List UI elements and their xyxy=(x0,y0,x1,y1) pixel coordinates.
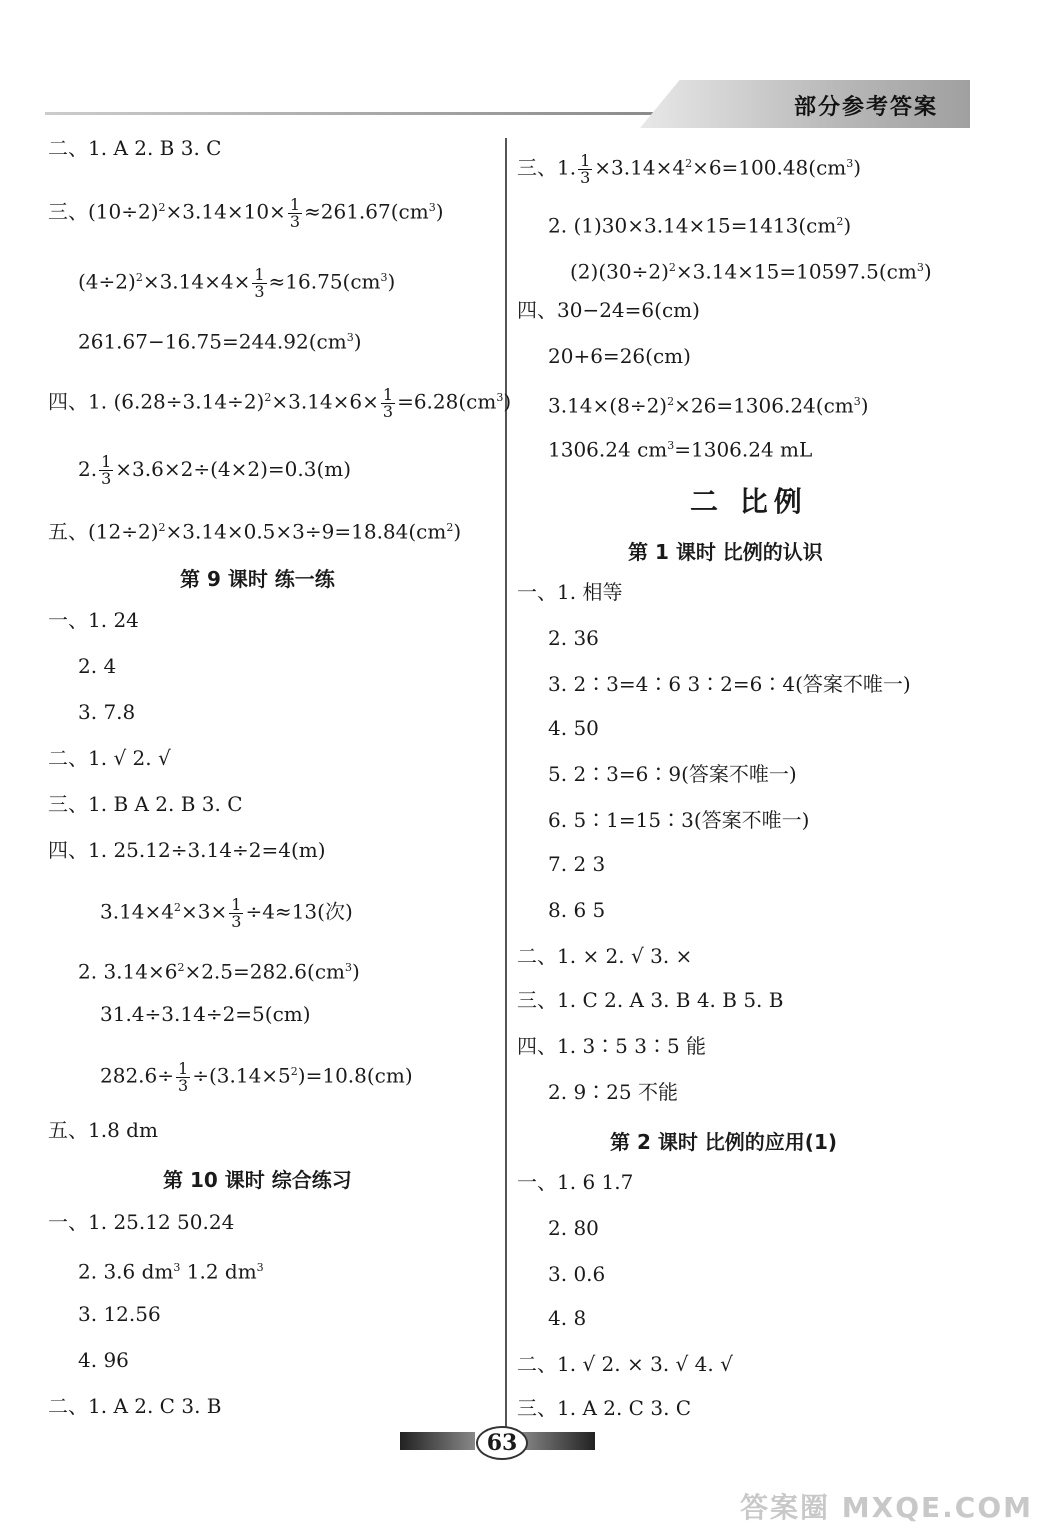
answer-line: 3. 2∶3=4∶6 3∶2=6∶4(答案不唯一) xyxy=(548,672,911,696)
section-heading: 第 9 课时 练一练 xyxy=(180,567,335,591)
answer-line: $3.14\times(8\div 2)^2\times 26=1306.24(cm^3)$ xyxy=(548,393,869,418)
answer-line: 二、1. √ 2. × 3. √ 4. √ xyxy=(517,1352,733,1376)
answer-line: 五、1.8 dm xyxy=(48,1118,158,1142)
answer-line: 3. 12.56 xyxy=(78,1302,161,1326)
answer-line: 2. 4 xyxy=(78,654,117,678)
answer-line: $261.67-16.75=244.92(cm^3)$ xyxy=(78,329,362,354)
section-heading: 第 10 课时 综合练习 xyxy=(163,1168,352,1192)
answer-line: $(2)(30\div 2)^2\times 3.14\times 15=10597.5(cm^3)$ xyxy=(570,259,932,284)
answer-line: $(4\div 2)^2\times 3.14\times 4\times$ $\frac{1}{3}$ $\approx 16.75(cm^3)$ xyxy=(78,264,396,301)
fraction: $\frac{1}{3}$ xyxy=(178,1058,189,1095)
answer-line: 四、1. 25.12÷3.14÷2=4(m) xyxy=(48,838,326,862)
answer-line: 三、$(10\div 2)^2\times 3.14\times 10\times$ $\frac{1}{3}$ $\approx 261.67(cm^3)$ xyxy=(48,194,444,231)
answer-line: 1306.24 $cm^3=1306.24$ mL xyxy=(548,437,813,462)
answer-line: 4. 8 xyxy=(548,1306,587,1330)
answer-line: 二、1. √ 2. √ xyxy=(48,746,171,770)
answer-line: 三、1. $\frac{1}{3}$ $\times 3.14\times 4^2\times 6=100.48(cm^3)$ xyxy=(517,150,862,187)
answer-line: 2. 9∶25 不能 xyxy=(548,1080,678,1104)
answer-line: 三、1. C 2. A 3. B 4. B 5. B xyxy=(517,988,784,1012)
section-heading: 第 1 课时 比例的认识 xyxy=(628,540,823,564)
fraction: $\frac{1}{3}$ xyxy=(289,194,300,231)
header-rule xyxy=(45,112,685,115)
answer-line: 8. 6 5 xyxy=(548,898,606,922)
answer-line: 二、1. A 2. B 3. C xyxy=(48,136,222,160)
answer-line: 20+6=26(cm) xyxy=(548,344,691,368)
answer-line: 三、1. B A 2. B 3. C xyxy=(48,792,243,816)
fraction: $\frac{1}{3}$ xyxy=(231,894,242,931)
answer-line: 四、1. $(6.28\div 3.14\div 2)^2\times 3.14\times 6\times$ $\frac{1}{3}$ $=6.28(cm^3)$ xyxy=(48,384,512,421)
section-heading: 第 2 课时 比例的应用(1) xyxy=(610,1130,838,1154)
answer-line: 2. 3.6 $dm^3$ 1.2 $dm^3$ xyxy=(78,1259,264,1284)
answer-line: 3. 7.8 xyxy=(78,700,136,724)
page-number: 63 xyxy=(476,1426,528,1460)
answer-line: 五、$(12\div 2)^2\times 3.14\times 0.5\times 3\div 9=18.84(cm^2)$ xyxy=(48,519,462,544)
answer-line: 2. $\frac{1}{3}$ ×3.6×2÷(4×2)=0.3(m) xyxy=(78,452,352,488)
answer-line: 4. 96 xyxy=(78,1348,129,1372)
answer-line: 7. 2 3 xyxy=(548,852,606,876)
answer-line: 2. 36 xyxy=(548,626,599,650)
answer-line: 5. 2∶3=6∶9(答案不唯一) xyxy=(548,762,797,786)
answer-line: 四、30−24=6(cm) xyxy=(517,298,700,322)
answer-line: 2. $(1)30\times 3.14\times 15=1413(cm^2)$ xyxy=(548,213,852,238)
watermark: 答案圈 MXQE.COM xyxy=(740,1491,1033,1524)
answer-line: 282.6÷ $\frac{1}{3}$ $\div(3.14\times 5^2)=10.8(cm)$ xyxy=(100,1058,413,1095)
answer-line: 4. 50 xyxy=(548,716,599,740)
header-title: 部分参考答案 xyxy=(793,95,938,120)
page-wing-left xyxy=(400,1432,475,1450)
answer-line: 6. 5∶1=15∶3(答案不唯一) xyxy=(548,808,810,832)
column-divider xyxy=(505,138,507,1428)
answer-line: 一、1. 24 xyxy=(48,608,139,632)
chapter-title: 二 比例 xyxy=(690,485,808,518)
answer-line: 3. 0.6 xyxy=(548,1262,606,1286)
answer-line: 二、1. A 2. C 3. B xyxy=(48,1394,222,1418)
answer-line: 三、1. A 2. C 3. C xyxy=(517,1396,692,1420)
answer-line: 一、1. 相等 xyxy=(517,580,623,604)
answer-line: 四、1. 3∶5 3∶5 能 xyxy=(517,1034,707,1058)
answer-line: 二、1. × 2. √ 3. × xyxy=(517,944,693,968)
answer-line: 2. 80 xyxy=(548,1216,599,1240)
fraction: $\frac{1}{3}$ xyxy=(101,452,112,488)
answer-line: 2. $3.14\times 6^2\times 2.5=282.6(cm^3)$ xyxy=(78,959,360,984)
answer-line: $3.14\times 4^2\times 3\times$ $\frac{1}{3}$ ÷4≈13(次) xyxy=(100,894,353,931)
fraction: $\frac{1}{3}$ xyxy=(580,150,591,187)
answer-line: 一、1. 25.12 50.24 xyxy=(48,1210,235,1234)
fraction: $\frac{1}{3}$ xyxy=(382,384,394,421)
page-wing-right xyxy=(520,1432,595,1450)
answer-line: 31.4÷3.14÷2=5(cm) xyxy=(100,1002,311,1026)
fraction: $\frac{1}{3}$ xyxy=(254,264,265,301)
answer-line: 一、1. 6 1.7 xyxy=(517,1170,634,1194)
